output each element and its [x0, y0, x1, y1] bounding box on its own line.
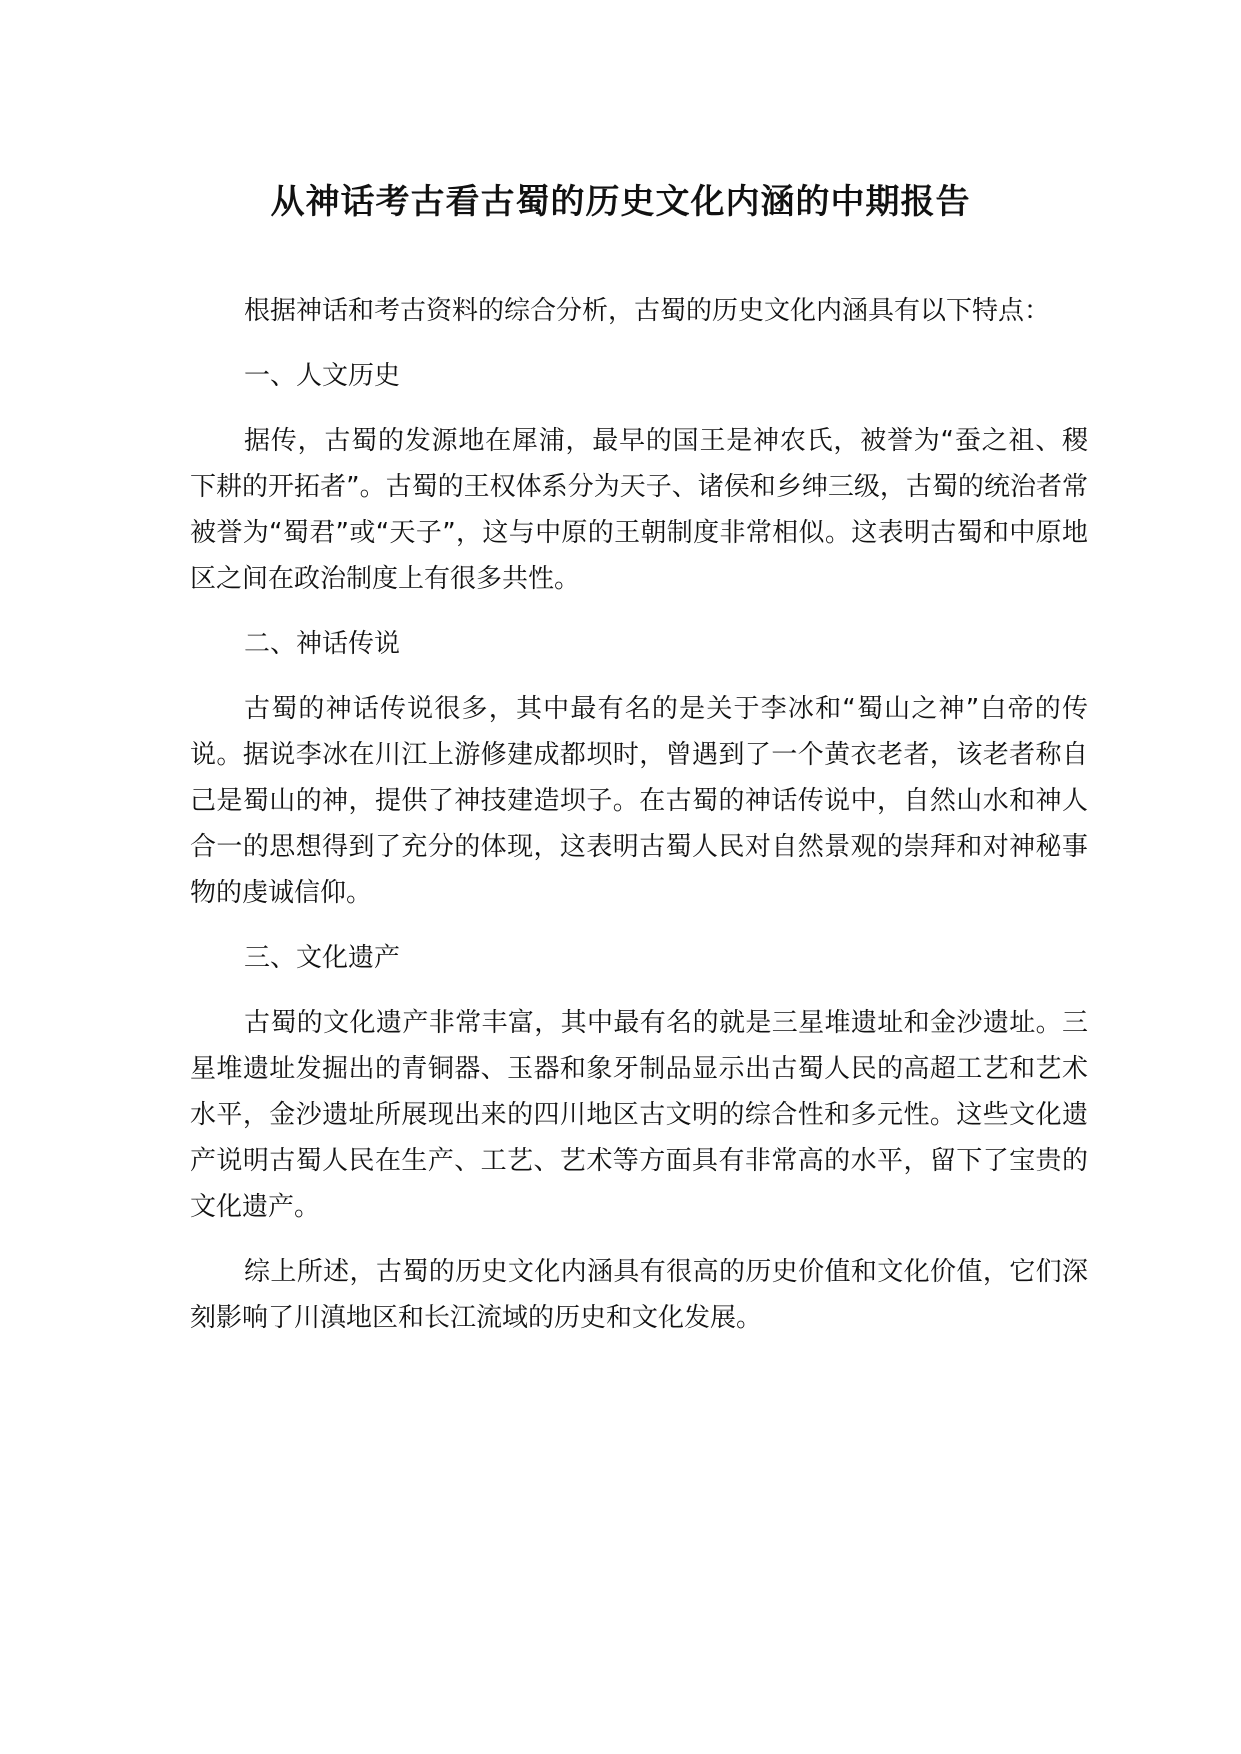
section-heading-myths-legends: 二、神话传说: [244, 629, 401, 659]
section-heading-humanities-history: 一、人文历史: [244, 361, 401, 391]
document-title: 从神话考古看古蜀的历史文化内涵的中期报告: [270, 182, 971, 222]
section-paragraph-myths-legends: 古蜀的神话传说很多，其中最有名的是关于李冰和“蜀山之神”白帝的传说。据说李冰在川江上游修建成都坝时，曾遇到了一个黄衣老者，该老者称自己是蜀山的神，提供了神技建造坝子。在古蜀的神话传说中，自然山水和神人合一的思想得到了充分的体现，这表明古蜀人民对自然景观的崇拜和对神秘事物的虔诚信仰。: [190, 694, 1088, 908]
section-paragraph-humanities-history: 据传，古蜀的发源地在犀浦，最早的国王是神农氏，被誉为“蚕之祖、稷下耕的开拓者”。古蜀的王权体系分为天子、诸侯和乡绅三级，古蜀的统治者常被誉为“蜀君”或“天子”，这与中原的王朝制度非常相似。这表明古蜀和中原地区之间在政治制度上有很多共性。: [190, 426, 1088, 594]
section-heading-cultural-heritage: 三、文化遗产: [244, 943, 401, 973]
conclusion-paragraph: 综上所述，古蜀的历史文化内涵具有很高的历史价值和文化价值，它们深刻影响了川滇地区和长江流域的历史和文化发展。: [190, 1257, 1088, 1333]
intro-paragraph: 根据神话和考古资料的综合分析，古蜀的历史文化内涵具有以下特点：: [244, 296, 1051, 326]
section-paragraph-cultural-heritage: 古蜀的文化遗产非常丰富，其中最有名的就是三星堆遗址和金沙遗址。三星堆遗址发掘出的青铜器、玉器和象牙制品显示出古蜀人民的高超工艺和艺术水平，金沙遗址所展现出来的四川地区古文明的综合性和多元性。这些文化遗产说明古蜀人民在生产、工艺、艺术等方面具有非常高的水平，留下了宝贵的文化遗产。: [190, 1008, 1088, 1222]
document-body: [190, 288, 1088, 1360]
